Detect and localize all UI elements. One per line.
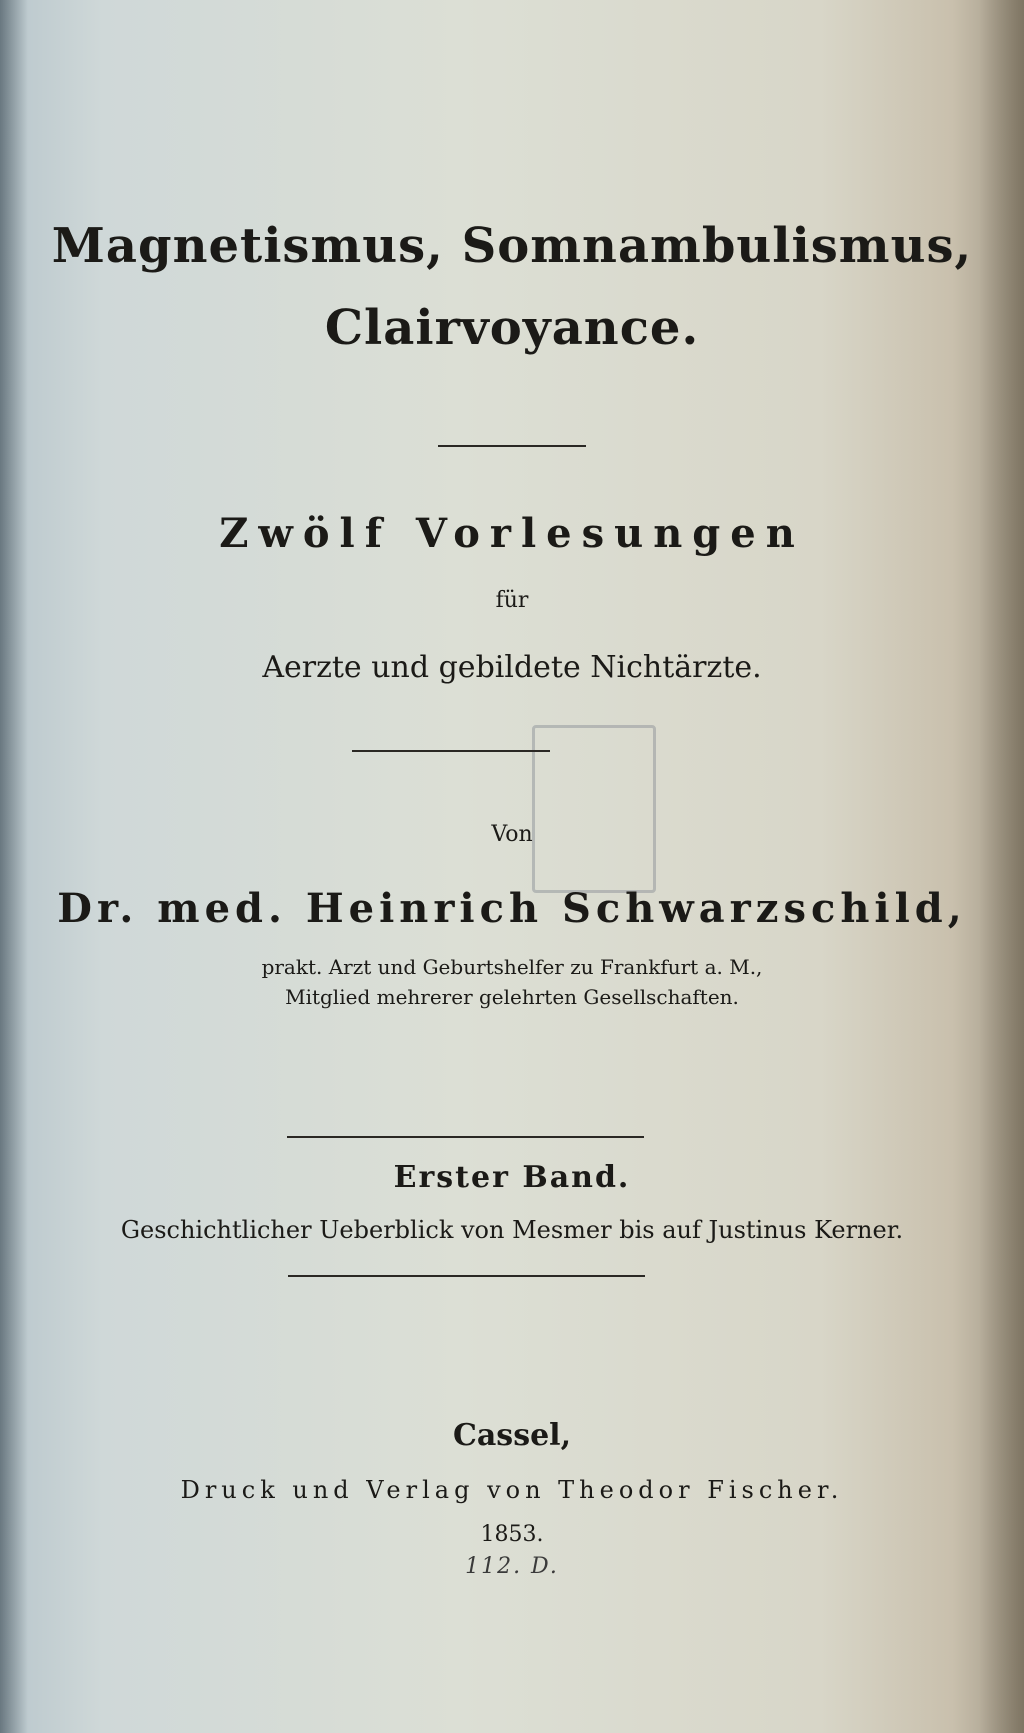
audience: Aerzte und gebildete Nichtärzte.	[262, 650, 762, 685]
title-line-2: Clairvoyance.	[324, 300, 700, 356]
divider-1	[438, 445, 586, 447]
author-affiliation-2: Mitglied mehrerer gelehrten Gesellschaften.	[285, 985, 739, 1009]
author-name: Dr. med. Heinrich Schwarzschild,	[57, 885, 967, 932]
author-affiliation-1: prakt. Arzt und Geburtshelfer zu Frankfurt a. M.,	[261, 955, 763, 979]
divider-2	[352, 750, 550, 752]
divider-4	[288, 1275, 645, 1277]
volume-description: Geschichtlicher Ueberblick von Mesmer bis auf Justinus Kerner.	[120, 1216, 904, 1244]
publication-year: 1853.	[480, 1522, 544, 1547]
divider-3	[287, 1136, 644, 1138]
publication-place: Cassel,	[452, 1418, 572, 1453]
von-label: Von	[491, 822, 533, 847]
publisher: Druck und Verlag von Theodor Fischer.	[180, 1476, 844, 1504]
library-stamp	[532, 725, 656, 893]
subtitle: Zwölf Vorlesungen	[219, 510, 805, 557]
title-line-1: Magnetismus, Somnambulismus,	[51, 218, 973, 274]
handwritten-shelfmark: 112. D.	[465, 1554, 559, 1579]
volume-label: Erster Band.	[393, 1160, 631, 1195]
subtitle-fuer: für	[495, 588, 529, 613]
